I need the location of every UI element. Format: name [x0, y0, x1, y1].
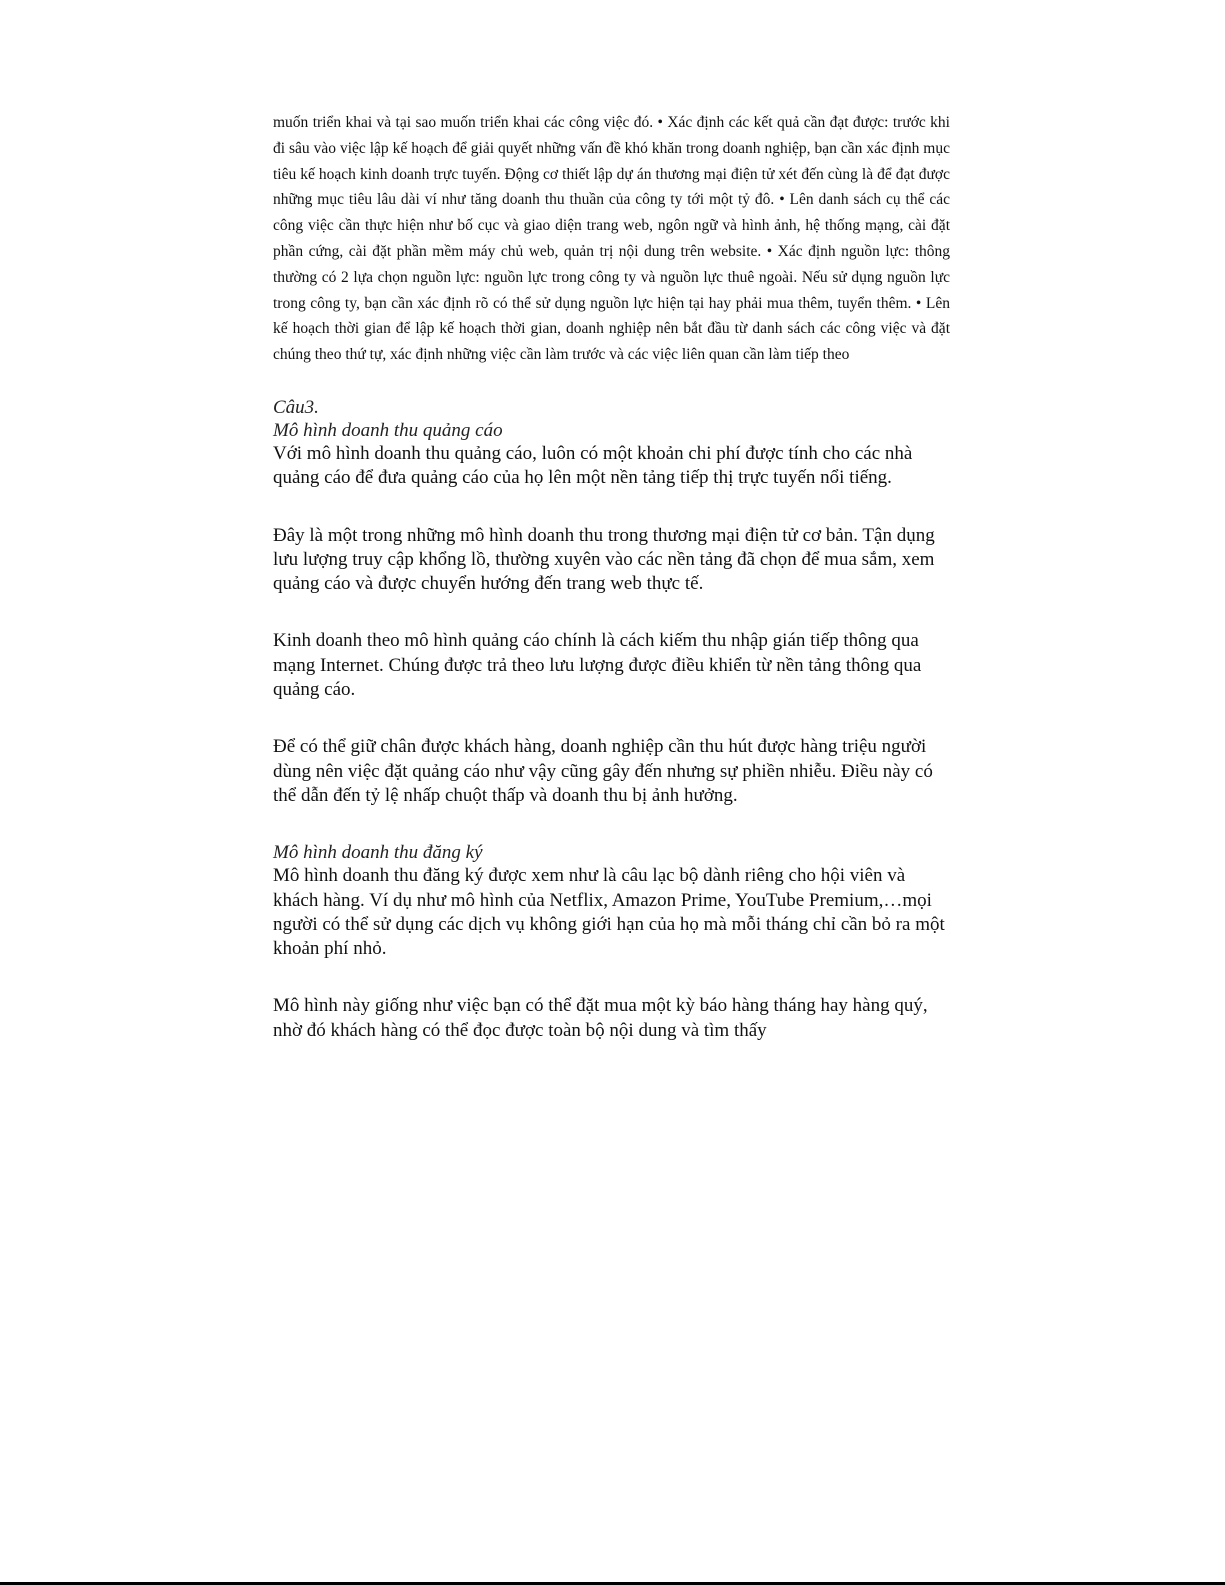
page-content: [273, 110, 950, 1043]
heading-subscription-revenue-model: Mô hình doanh thu đăng ký: [273, 842, 483, 864]
ads-paragraph-1: Với mô hình doanh thu quảng cáo, luôn có một khoản chi phí được tính cho các nhà quảng cáo để đưa quảng cáo của họ lên một nền tảng tiếp thị trực tuyến nổi tiếng.: [273, 442, 913, 489]
ads-paragraph-3: Kinh doanh theo mô hình quảng cáo chính là cách kiếm thu nhập gián tiếp thông qua mạng Internet. Chúng được trả theo lưu lượng được điều khiển từ nền tảng thông qua quảng cáo.: [273, 630, 922, 701]
ads-paragraph-2: Đây là một trong những mô hình doanh thu trong thương mại điện tử cơ bản. Tận dụng lưu lượng truy cập khổng lồ, thường xuyên vào các nền tảng đã chọn để mua sắm, xem quảng cáo và được chuyển hướng đến trang web thực tế.: [273, 524, 935, 595]
intro-paragraph: muốn triển khai và tại sao muốn triển khai các công việc đó. • Xác định các kết quả cần đạt được: trước khi đi sâu vào việc lập kế hoạch để giải quyết những vấn đề khó khăn trong doanh nghiệp, bạn cần xác định mục tiêu kế hoạch kinh doanh trực tuyến. Động cơ thiết lập dự án thương mại điện tử xét đến cùng là để đạt được những mục tiêu lâu dài ví như tăng doanh thu thuần của công ty tới một tỷ đô. • Lên danh sách cụ thể các công việc cần thực hiện như bố cục và giao diện trang web, ngôn ngữ và hình ảnh, hệ thống mạng, cài đặt phần cứng, cài đặt phần mềm máy chủ web, quản trị nội dung trên website. • Xác định nguồn lực: thông thường có 2 lựa chọn nguồn lực: nguồn lực trong công ty và nguồn lực thuê ngoài. Nếu sử dụng nguồn lực trong công ty, bạn cần xác định rõ có thể sử dụng nguồn lực hiện tại hay phải mua thêm, tuyển thêm. • Lên kế hoạch thời gian để lập kế hoạch thời gian, doanh nghiệp nên bắt đầu từ danh sách các công việc và đặt chúng theo thứ tự, xác định những việc cần làm trước và các việc liên quan cần làm tiếp theo: [273, 114, 950, 364]
subscription-paragraph-1: Mô hình doanh thu đăng ký được xem như là câu lạc bộ dành riêng cho hội viên và khách hàng. Ví dụ như mô hình của Netflix, Amazon Prime, YouTube Premium,…mọi người có thể sử dụng các dịch vụ không giới hạn của họ mà mỗi tháng chỉ cần bỏ ra một khoản phí nhỏ.: [273, 865, 945, 960]
heading-ads-revenue-model: Mô hình doanh thu quảng cáo: [273, 419, 503, 441]
subscription-paragraph-2: Mô hình này giống như việc bạn có thể đặt mua một kỳ báo hàng tháng hay hàng quý, nhờ đó khách hàng có thể đọc được toàn bộ nội dung và tìm thấy: [273, 995, 928, 1041]
ads-paragraph-4: Để có thể giữ chân được khách hàng, doanh nghiệp cần thu hút được hàng triệu người dùng nên việc đặt quảng cáo như vậy cũng gây đến nhưng sự phiền nhiễu. Điều này có thể dẫn đến tỷ lệ nhấp chuột thấp và doanh thu bị ảnh hưởng.: [273, 736, 933, 806]
question-label: Câu3.: [273, 396, 319, 418]
